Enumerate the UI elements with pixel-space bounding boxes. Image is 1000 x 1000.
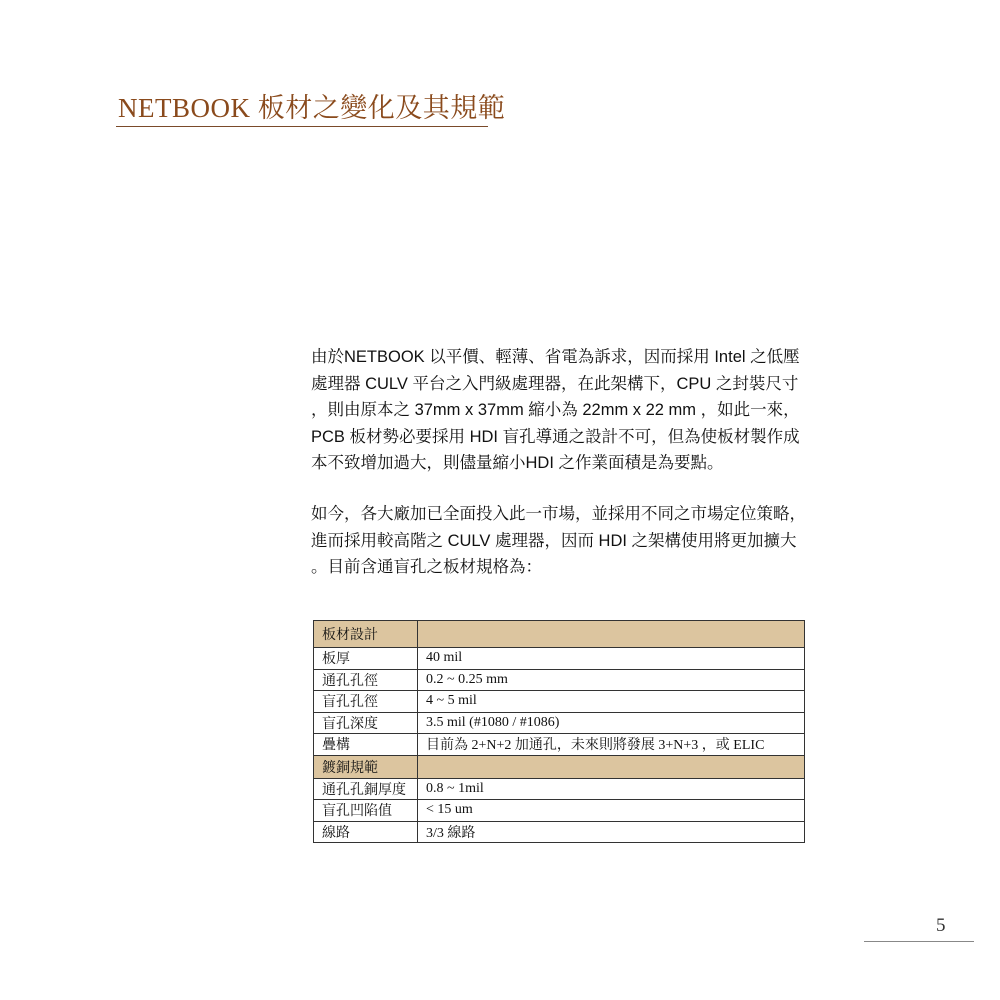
spec-name: 板厚 <box>314 648 418 670</box>
spec-name: 盲孔深度 <box>314 712 418 734</box>
spec-value: 0.8 ~ 1mil <box>418 778 805 800</box>
spec-value: < 15 um <box>418 800 805 822</box>
paragraph-1-line: 本不致增加過大，則儘量縮小HDI 之作業面積是為要點。 <box>311 454 724 473</box>
paragraph-2-line: 進而採用較高階之 CULV 處理器，因而 HDI 之架構使用將更加擴大 <box>311 531 797 550</box>
title-underline <box>116 126 488 127</box>
spec-value: 目前為 2+N+2 加通孔，未來則將發展 3+N+3 ，或 ELIC <box>418 734 805 756</box>
spec-name: 盲孔凹陷值 <box>314 800 418 822</box>
page-number: 5 <box>936 915 946 936</box>
paragraph-2 <box>311 501 811 581</box>
table-row <box>314 669 805 691</box>
spec-table <box>313 620 805 843</box>
spec-value: 40 mil <box>418 648 805 670</box>
paragraph-1 <box>311 344 811 477</box>
table-row <box>314 734 805 756</box>
spec-name: 通孔孔銅厚度 <box>314 778 418 800</box>
page-title: NETBOOK 板材之變化及其規範 <box>118 93 506 123</box>
paragraph-1-line: PCB 板材勢必要採用 HDI 盲孔導通之設計不可，但為使板材製作成 <box>311 427 800 446</box>
spec-name: 盲孔孔徑 <box>314 691 418 713</box>
table-section-header <box>314 755 805 778</box>
spec-name: 疊構 <box>314 734 418 756</box>
spec-value: 4 ~ 5 mil <box>418 691 805 713</box>
table-row <box>314 821 805 843</box>
section-label: 鍍銅規範 <box>314 755 418 778</box>
paragraph-1-line: 處理器 CULV 平台之入門級處理器，在此架構下，CPU 之封裝尺寸 <box>311 374 799 393</box>
table-row <box>314 800 805 822</box>
paragraph-1-line: 由於NETBOOK 以平價、輕薄、省電為訴求，因而採用 Intel 之低壓 <box>311 348 800 366</box>
table-row <box>314 691 805 713</box>
section-spacer <box>418 621 805 648</box>
table-row <box>314 712 805 734</box>
paragraph-2-line: 。目前含通盲孔之板材規格為： <box>311 558 542 577</box>
paragraph-2-line: 如今，各大廠加已全面投入此一市場，並採用不同之市場定位策略， <box>311 505 806 523</box>
section-label: 板材設計 <box>314 621 418 648</box>
table-section-header <box>314 621 805 648</box>
section-spacer <box>418 755 805 778</box>
page-number-rule <box>864 941 974 942</box>
spec-name: 通孔孔徑 <box>314 669 418 691</box>
paragraph-1-line: ，則由原本之 37mm x 37mm 縮小為 22mm x 22 mm ，如此一來， <box>311 401 800 420</box>
spec-value: 0.2 ~ 0.25 mm <box>418 669 805 691</box>
table-row <box>314 778 805 800</box>
spec-name: 線路 <box>314 821 418 843</box>
table-row <box>314 648 805 670</box>
spec-value: 3.5 mil (#1080 / #1086) <box>418 712 805 734</box>
spec-value: 3/3 線路 <box>418 821 805 843</box>
